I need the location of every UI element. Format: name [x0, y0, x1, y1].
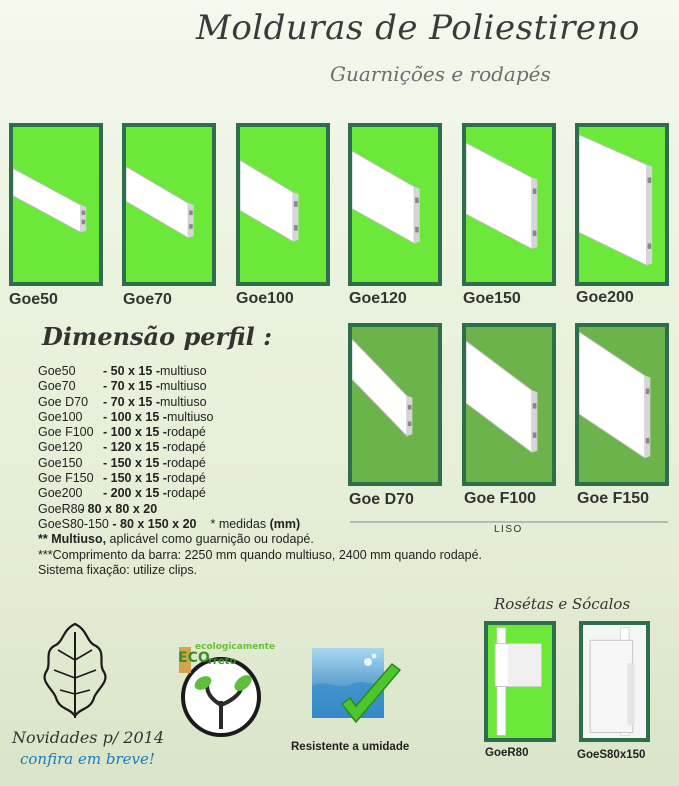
- product-card-goe100: [236, 123, 330, 286]
- molding-profile-image: [466, 127, 552, 282]
- molding-profile-image: [579, 127, 665, 282]
- product-card-goe200: [575, 123, 669, 286]
- product-card-goe70: [122, 123, 216, 286]
- note-length: ***Comprimento da barra: 2250 mm quando multiuso, 2400 mm quando rodapé.: [38, 547, 483, 562]
- product-label: Goe F100: [464, 490, 537, 507]
- product-card-goe-d70: [348, 323, 442, 486]
- resistente-text: Resistente a umidade: [291, 741, 410, 753]
- eco-word-1: ecologicamente: [195, 642, 276, 652]
- product-label: Goe100: [236, 290, 294, 307]
- eco-word-3: rreto: [208, 656, 237, 667]
- measure-unit: (mm): [269, 516, 301, 531]
- product-label: GoeR80: [485, 747, 529, 759]
- product-label: GoeS80x150: [577, 749, 646, 761]
- spec-row: Goe F100 - 100 x 15 - rodapé: [38, 425, 206, 440]
- molding-profile-image: [466, 327, 552, 482]
- water-check-icon: [312, 648, 406, 734]
- spec-row: GoeS80-150 - 80 x 150 x 20 * medidas (mm): [38, 516, 301, 531]
- liso-label: LISO: [494, 524, 523, 535]
- rosetas-title: Rosétas e Sócalos: [494, 595, 631, 613]
- product-card-goe-f150: [575, 323, 669, 486]
- product-label: Goe F150: [577, 490, 650, 507]
- eco-word-2: ECO: [178, 650, 210, 666]
- leaf-icon: [40, 620, 110, 720]
- dimensions-title: Dimensão perfil :: [42, 322, 272, 351]
- product-card-goe150: [462, 123, 556, 286]
- spec-row: Goe F150 - 150 x 15 - rodapé: [38, 471, 206, 486]
- note-multiuso: ** Multiuso, aplicável como guarnição ou rodapé.: [38, 532, 314, 547]
- novidades-text: Novidades p/ 2014: [12, 728, 165, 747]
- product-label: Goe70: [123, 291, 172, 308]
- molding-profile-image: [579, 327, 665, 482]
- spec-row: Goe200 - 200 x 15 - rodapé: [38, 486, 206, 501]
- spec-row: Goe70 - 70 x 15 - multiuso: [38, 379, 207, 394]
- liso-divider: [350, 521, 668, 523]
- product-card-goer80: [484, 621, 556, 742]
- page-subtitle: Guarnições e rodapés: [330, 62, 551, 86]
- note-fixing: Sistema fixação: utilize clips.: [38, 562, 198, 577]
- product-card-goe50: [9, 123, 103, 286]
- socalo-image: [583, 625, 646, 738]
- confira-text: confira em breve!: [20, 750, 155, 768]
- spec-row: Goe50 - 50 x 15 - multiuso: [38, 364, 207, 378]
- molding-profile-image: [352, 327, 438, 482]
- molding-profile-image: [352, 127, 438, 282]
- molding-profile-image: [240, 127, 326, 282]
- molding-profile-image: [13, 127, 99, 282]
- product-card-goe-f100: [462, 323, 556, 486]
- product-card-goes80x150: [579, 621, 650, 742]
- product-label: Goe50: [9, 291, 58, 308]
- measure-note: * medidas: [210, 516, 267, 531]
- spec-row: Goe150 - 150 x 15 - rodapé: [38, 455, 206, 470]
- product-label: Goe200: [576, 289, 634, 306]
- product-label: Goe D70: [349, 491, 414, 508]
- spec-row: Goe D70 - 70 x 15 - multiuso: [38, 394, 207, 409]
- spec-row: Goe120 - 120 x 15 - rodapé: [38, 440, 206, 455]
- spec-row: Goe100 - 100 x 15 - multiuso: [38, 409, 214, 424]
- product-label: Goe150: [463, 290, 521, 307]
- spec-row: GoeR80 - 80 x 80 x 20: [38, 501, 158, 516]
- product-card-goe120: [348, 123, 442, 286]
- page-title: Molduras de Poliestireno: [196, 8, 640, 48]
- product-label: Goe120: [349, 290, 407, 307]
- roseta-image: [488, 625, 552, 738]
- molding-profile-image: [126, 127, 212, 282]
